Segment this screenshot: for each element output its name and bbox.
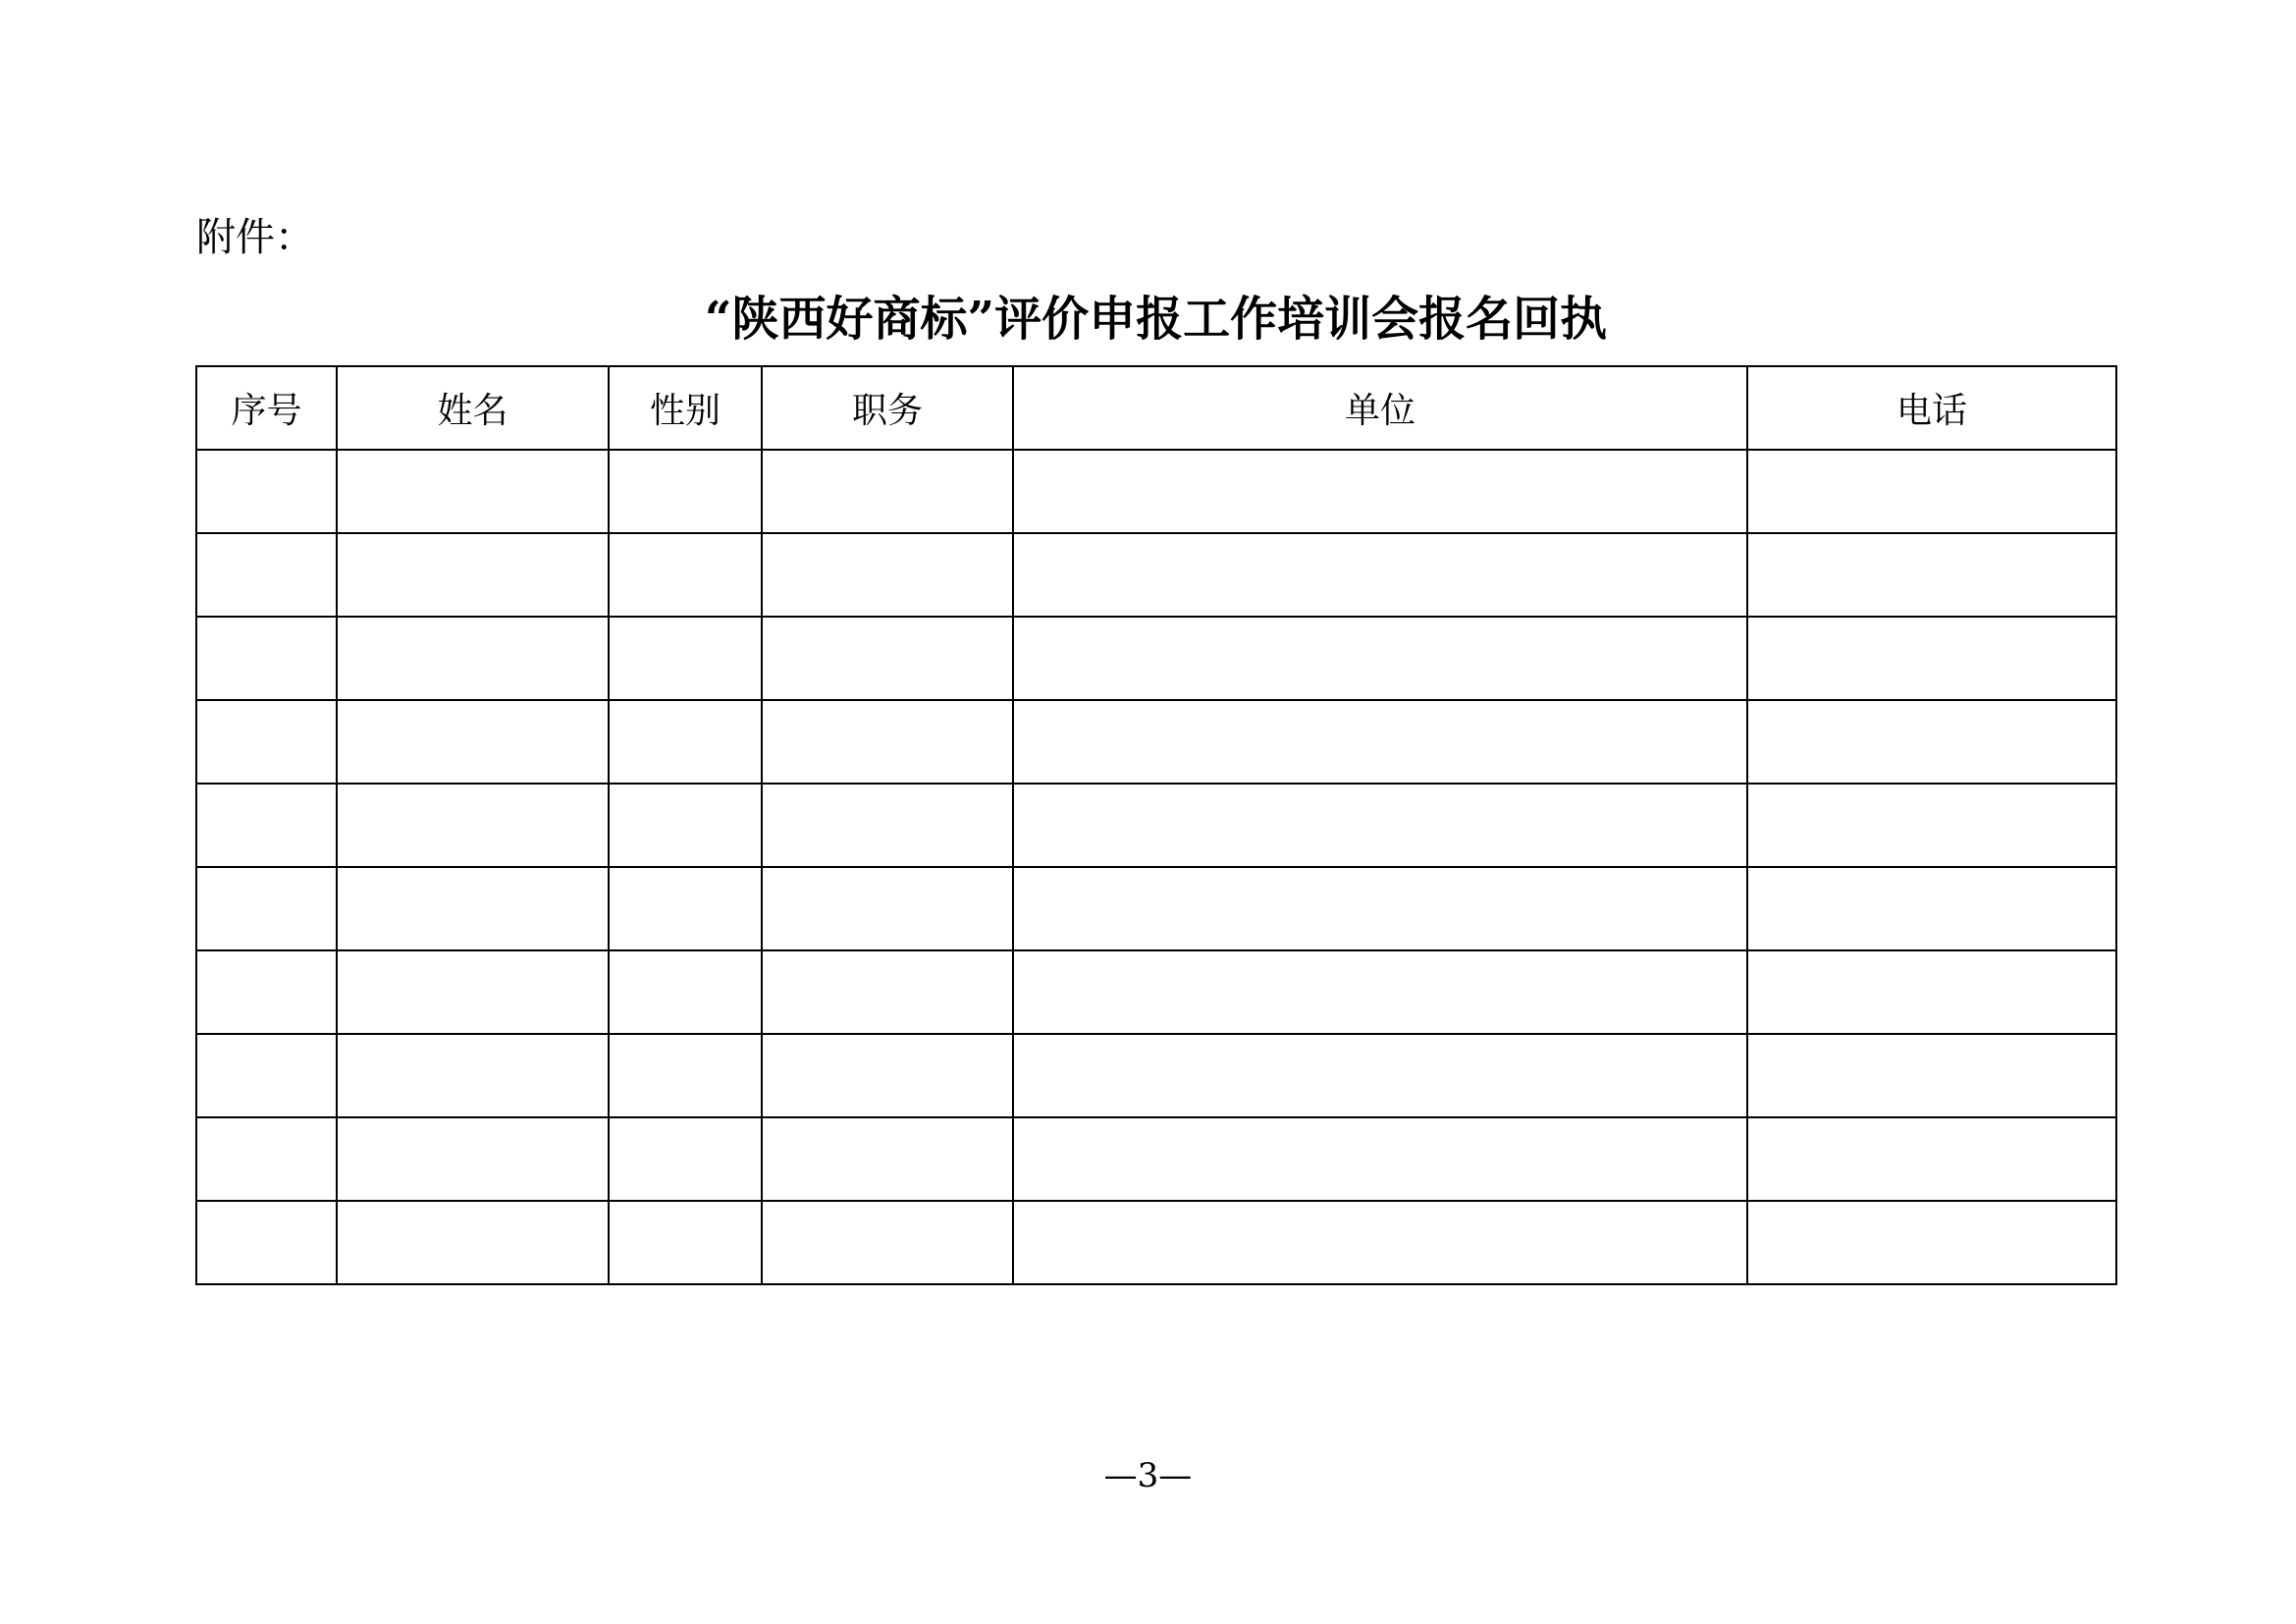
name-cell[interactable] — [337, 533, 609, 617]
organization-cell[interactable] — [1013, 450, 1747, 533]
organization-cell[interactable] — [1013, 1117, 1747, 1201]
gender-cell[interactable] — [609, 533, 762, 617]
organization-cell[interactable] — [1013, 700, 1747, 784]
name-cell[interactable] — [337, 867, 609, 950]
serial-cell[interactable] — [196, 533, 337, 617]
column-header-gender: 性别 — [609, 366, 762, 450]
serial-cell[interactable] — [196, 1034, 337, 1117]
organization-cell[interactable] — [1013, 617, 1747, 700]
table-row — [196, 1201, 2116, 1284]
serial-cell[interactable] — [196, 950, 337, 1034]
organization-cell[interactable] — [1013, 533, 1747, 617]
position-cell[interactable] — [762, 1034, 1013, 1117]
page-number: —3— — [1103, 1456, 1193, 1495]
position-cell[interactable] — [762, 1117, 1013, 1201]
serial-cell[interactable] — [196, 1117, 337, 1201]
phone-cell[interactable] — [1747, 1117, 2116, 1201]
table-row — [196, 867, 2116, 950]
column-header-position: 职务 — [762, 366, 1013, 450]
organization-cell[interactable] — [1013, 784, 1747, 867]
organization-cell[interactable] — [1013, 1201, 1747, 1284]
phone-cell[interactable] — [1747, 700, 2116, 784]
registration-table — [195, 365, 2117, 1285]
table-header-row — [196, 366, 2116, 450]
position-cell[interactable] — [762, 533, 1013, 617]
phone-cell[interactable] — [1747, 617, 2116, 700]
table-row — [196, 617, 2116, 700]
attachment-label: 附件： — [196, 215, 314, 260]
position-cell[interactable] — [762, 1201, 1013, 1284]
gender-cell[interactable] — [609, 450, 762, 533]
serial-cell[interactable] — [196, 700, 337, 784]
table-row — [196, 1034, 2116, 1117]
table-row — [196, 950, 2116, 1034]
name-cell[interactable] — [337, 784, 609, 867]
serial-cell[interactable] — [196, 450, 337, 533]
gender-cell[interactable] — [609, 617, 762, 700]
phone-cell[interactable] — [1747, 1034, 2116, 1117]
organization-cell[interactable] — [1013, 1034, 1747, 1117]
phone-cell[interactable] — [1747, 867, 2116, 950]
phone-cell[interactable] — [1747, 450, 2116, 533]
table-row — [196, 700, 2116, 784]
gender-cell[interactable] — [609, 950, 762, 1034]
column-header-organization: 单位 — [1013, 366, 1747, 450]
name-cell[interactable] — [337, 450, 609, 533]
organization-cell[interactable] — [1013, 867, 1747, 950]
column-header-phone: 电话 — [1747, 366, 2116, 450]
table-row — [196, 1117, 2116, 1201]
position-cell[interactable] — [762, 950, 1013, 1034]
name-cell[interactable] — [337, 1201, 609, 1284]
position-cell[interactable] — [762, 784, 1013, 867]
serial-cell[interactable] — [196, 617, 337, 700]
gender-cell[interactable] — [609, 700, 762, 784]
name-cell[interactable] — [337, 950, 609, 1034]
table-row — [196, 450, 2116, 533]
serial-cell[interactable] — [196, 867, 337, 950]
gender-cell[interactable] — [609, 1117, 762, 1201]
position-cell[interactable] — [762, 867, 1013, 950]
name-cell[interactable] — [337, 1034, 609, 1117]
table-row — [196, 784, 2116, 867]
page-title: “陕西好商标”评价申报工作培训会报名回执 — [704, 292, 1608, 347]
organization-cell[interactable] — [1013, 950, 1747, 1034]
table-body — [196, 450, 2116, 1284]
serial-cell[interactable] — [196, 1201, 337, 1284]
phone-cell[interactable] — [1747, 533, 2116, 617]
gender-cell[interactable] — [609, 1034, 762, 1117]
phone-cell[interactable] — [1747, 950, 2116, 1034]
position-cell[interactable] — [762, 700, 1013, 784]
name-cell[interactable] — [337, 1117, 609, 1201]
phone-cell[interactable] — [1747, 784, 2116, 867]
position-cell[interactable] — [762, 450, 1013, 533]
gender-cell[interactable] — [609, 867, 762, 950]
gender-cell[interactable] — [609, 1201, 762, 1284]
position-cell[interactable] — [762, 617, 1013, 700]
column-header-serial: 序号 — [196, 366, 337, 450]
column-header-name: 姓名 — [337, 366, 609, 450]
gender-cell[interactable] — [609, 784, 762, 867]
table-row — [196, 533, 2116, 617]
name-cell[interactable] — [337, 700, 609, 784]
name-cell[interactable] — [337, 617, 609, 700]
phone-cell[interactable] — [1747, 1201, 2116, 1284]
serial-cell[interactable] — [196, 784, 337, 867]
